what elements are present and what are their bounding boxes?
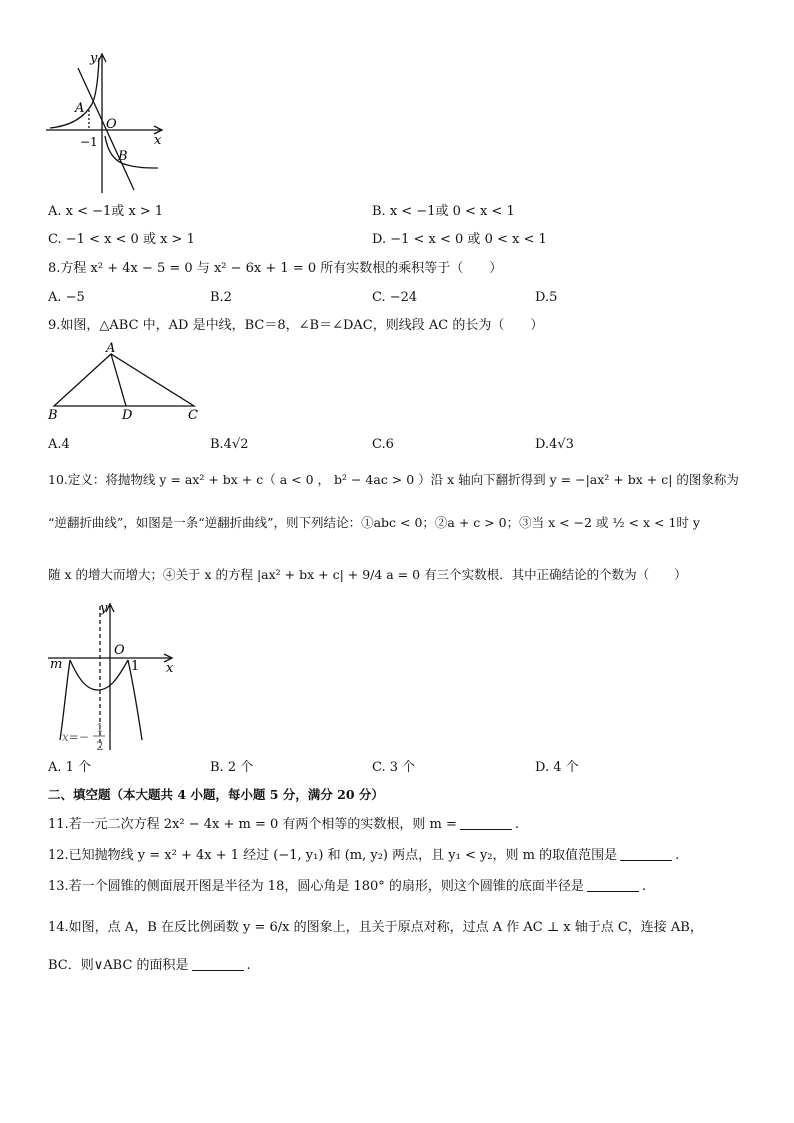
q8-option-d: D.5 <box>535 290 558 305</box>
q7-fig-o: O <box>106 117 117 132</box>
q7-option-a: A. x < −1或 x > 1 <box>48 204 164 219</box>
q9-option-a: A.4 <box>48 437 70 452</box>
q11-answer-blank[interactable] <box>460 817 512 830</box>
q14-period: . <box>246 958 251 973</box>
q14-text: BC．则∨ABC 的面积是 <box>48 958 189 973</box>
q7-option-c: C. −1 < x < 0 或 x > 1 <box>48 232 195 247</box>
q9-fig-d: D <box>122 408 133 423</box>
q8-option-c: C. −24 <box>372 290 418 305</box>
q12-period: . <box>675 848 680 863</box>
q9-fig-a: A <box>106 341 116 356</box>
q10-line-3: 随 x 的增大而增大；④关于 x 的方程 |ax² + bx + c| + 9/4 a = 0 有三个实数根．其中正确结论的个数为（ ） <box>48 567 687 582</box>
q10-line-1: 10.定义：将抛物线 y = ax² + bx + c（ a < 0 ， b² − 4ac > 0 ）沿 x 轴向下翻折得到 y = −|ax² + bx + c| 的图象称为 <box>48 472 739 487</box>
q10-fig-y: y <box>100 601 108 616</box>
q9-triangle-figure <box>44 342 204 422</box>
q9-option-c: C.6 <box>372 437 394 452</box>
q9-stem: 9.如图，△ABC 中，AD 是中线，BC＝8，∠B＝∠DAC，则线段 AC 的长为（ ） <box>48 318 544 333</box>
q10-fig-x: x <box>166 661 174 676</box>
q12 <box>48 848 679 864</box>
q10-curve-figure <box>44 598 184 758</box>
q10-line-2: “逆翻折曲线”，如图是一条“逆翻折曲线”，则下列结论：①abc < 0；②a + c > 0；③当 x < −2 或 ½ < x < 1时 y <box>48 515 700 530</box>
q13-period: . <box>641 879 647 894</box>
q10-option-d: D. 4 个 <box>535 760 579 775</box>
q11 <box>48 817 519 833</box>
q13 <box>48 879 646 895</box>
q10-fig-axis-num: 1 <box>96 721 104 735</box>
q7-fig-b: B <box>118 149 128 164</box>
q7-fig-minus1: −1 <box>80 135 98 149</box>
q9-option-d: D.4√3 <box>535 437 574 452</box>
q10-fig-o: O <box>114 643 125 658</box>
q10-fig-axis-label: x=− <box>62 730 89 744</box>
q7-figure <box>40 48 170 198</box>
q14-line-1: 14.如图，点 A，B 在反比例函数 y = 6/x 的图象上，且关于原点对称，过点 A 作 AC ⊥ x 轴于点 C，连接 AB， <box>48 920 703 935</box>
q10-fig-m: m <box>50 657 63 672</box>
q12-text: 12.已知抛物线 y = x² + 4x + 1 经过 (−1, y₁) 和 (m, y₂) 两点，且 y₁ < y₂，则 m 的取值范围是 <box>48 848 618 863</box>
q13-text: 13.若一个圆锥的侧面展开图是半径为 18，圆心角是 180° 的扇形，则这个圆锥的底面半径是 <box>48 879 584 894</box>
q10-fig-axis-den: 2 <box>96 739 104 753</box>
q9-fig-c: C <box>188 408 198 423</box>
q7-fig-y: y <box>90 51 98 66</box>
q12-answer-blank[interactable] <box>620 848 672 861</box>
q11-period: . <box>514 817 520 832</box>
q13-answer-blank[interactable] <box>587 879 639 892</box>
q9-fig-b: B <box>48 408 58 423</box>
q8-option-a: A. −5 <box>48 290 85 305</box>
q10-option-c: C. 3 个 <box>372 760 416 775</box>
q11-text: 11.若一元二次方程 2x² − 4x + m = 0 有两个相等的实数根，则 m = <box>48 817 457 832</box>
section-2-heading: 二、填空题（本大题共 4 小题，每小题 5 分，满分 20 分） <box>48 787 384 802</box>
q8-stem: 8.方程 x² + 4x − 5 = 0 与 x² − 6x + 1 = 0 所有实数根的乘积等于（ ） <box>48 261 503 276</box>
q14-line-2 <box>48 958 251 974</box>
q10-fig-one: 1 <box>131 659 140 674</box>
q8-option-b: B.2 <box>210 290 232 305</box>
q7-option-d: D. −1 < x < 0 或 0 < x < 1 <box>372 232 547 247</box>
q10-option-b: B. 2 个 <box>210 760 254 775</box>
q7-fig-a: A <box>75 101 85 116</box>
q7-option-b: B. x < −1或 0 < x < 1 <box>372 204 515 219</box>
q14-answer-blank[interactable] <box>192 958 244 971</box>
q9-option-b: B.4√2 <box>210 437 249 452</box>
q10-option-a: A. 1 个 <box>48 760 92 775</box>
q7-fig-x: x <box>154 133 162 148</box>
